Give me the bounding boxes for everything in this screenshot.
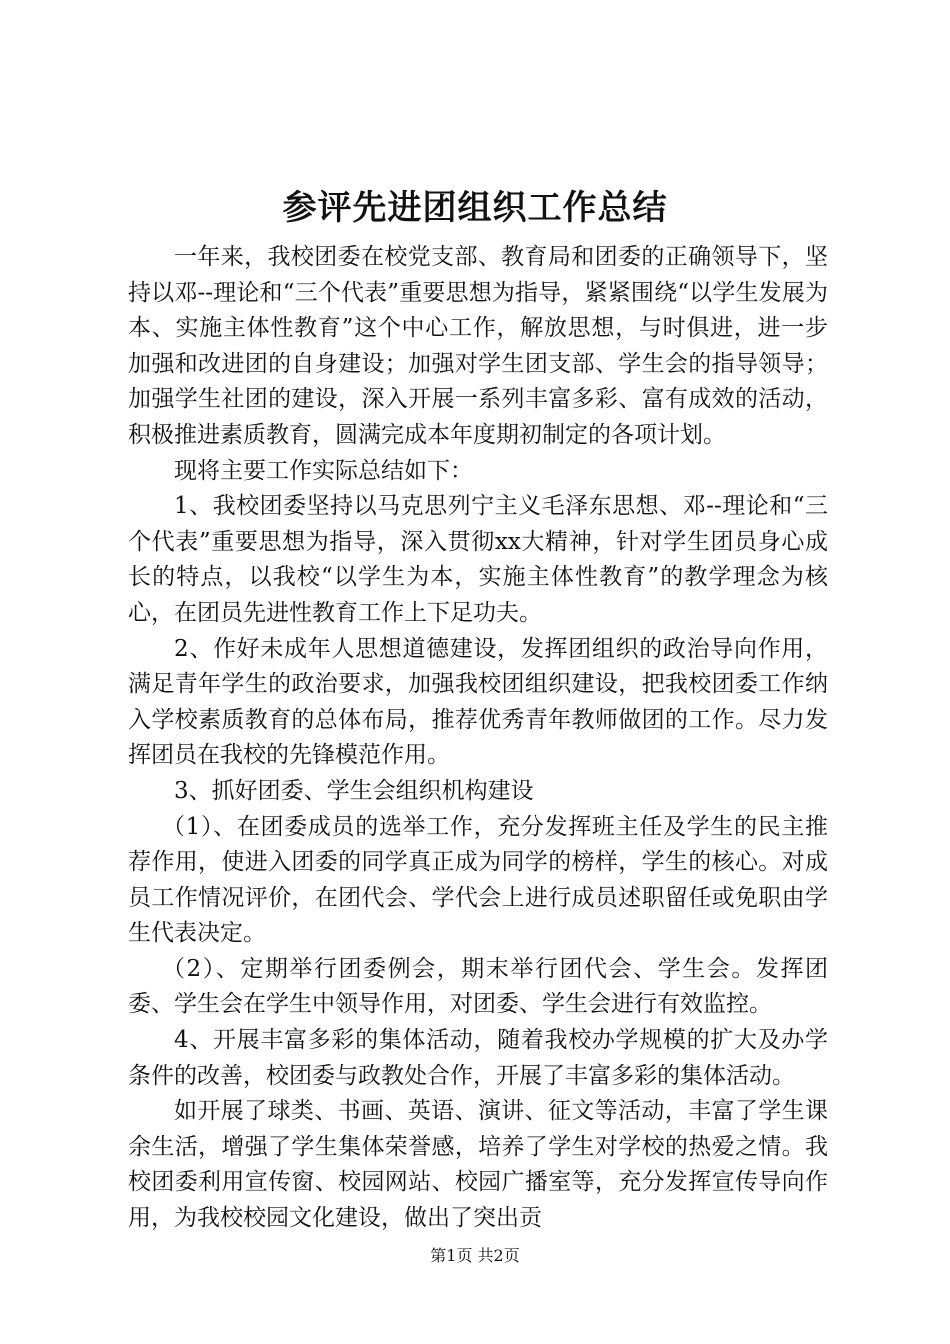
paragraph-item-3-sub-1: （1）、在团委成员的选举工作，充分发挥班主任及学生的民主推荐作用，使进入团委的同学真正成为同学的榜样，学生的核心。对成员工作情况评价，在团代会、学代会上进行成员述职留任或免职由学生代表决定。 [128, 813, 828, 947]
document-body [128, 240, 828, 1237]
page-number-footer: 第1页 共2页 [430, 1246, 520, 1265]
paragraph-activities: 如开展了球类、书画、英语、演讲、征文等活动，丰富了学生课余生活，增强了学生集体荣誉感，培养了学生对学校的热爱之情。我校团委利用宣传窗、校园网站、校园广播室等，充分发挥宣传导向作用，为我校校园文化建设，做出了突出贡 [128, 1098, 828, 1232]
paragraph-item-4: 4、开展丰富多彩的集体活动，随着我校办学规模的扩大及办学条件的改善，校团委与政教处合作，开展了丰富多彩的集体活动。 [128, 1027, 828, 1089]
paragraph-item-3-sub-2: （2）、定期举行团委例会，期末举行团代会、学生会。发挥团委、学生会在学生中领导作用，对团委、学生会进行有效监控。 [128, 955, 828, 1018]
paragraph-item-1: 1、我校团委坚持以马克思列宁主义毛泽东思想、邓--理论和“三个代表”重要思想为指导，深入贯彻xx大精神，针对学生团员身心成长的特点，以我校“以学生为本，实施主体性教育”的教学理念为核心，在团员先进性教育工作上下足功夫。 [128, 493, 828, 626]
paragraph-intro: 一年来，我校团委在校党支部、教育局和团委的正确领导下，坚持以邓--理论和“三个代表”重要思想为指导，紧紧围绕“以学生发展为本、实施主体性教育”这个中心工作，解放思想，与时俱进，进一步加强和改进团的自身建设；加强对学生团支部、学生会的指导领导；加强学生社团的建设，深入开展一系列丰富多彩、富有成效的活动，积极推进素质教育，圆满完成本年度期初制定的各项计划。 [128, 244, 828, 448]
document-title: 参评先进团组织工作总结 [282, 188, 668, 228]
paragraph-summary-lead: 现将主要工作实际总结如下： [174, 457, 473, 484]
paragraph-item-3-heading: 3、抓好团委、学生会组织机构建设 [174, 777, 534, 804]
paragraph-item-2: 2、作好未成年人思想道德建设，发挥团组织的政治导向作用，满足青年学生的政治要求，加强我校团组织建设，把我校团委工作纳入学校素质教育的总体布局，推荐优秀青年教师做团的工作。尽力发挥团员在我校的先锋模范作用。 [128, 635, 828, 769]
